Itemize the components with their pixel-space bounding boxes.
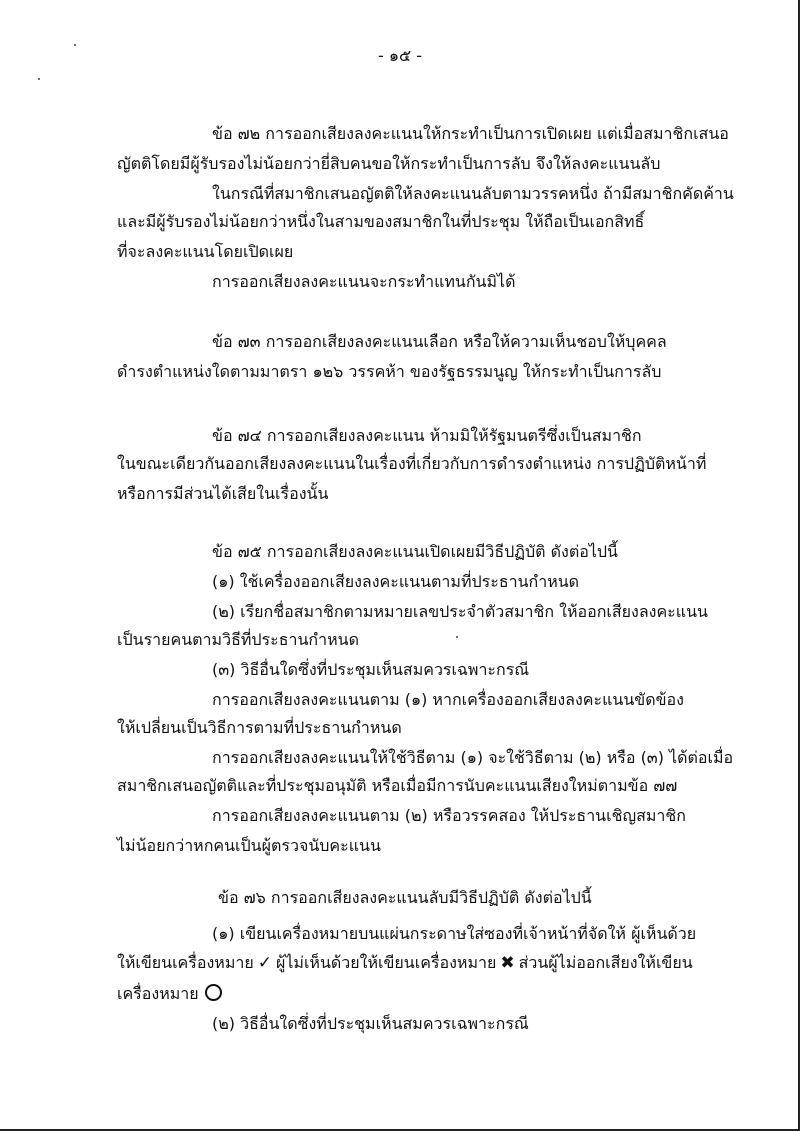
s76-line-3b: ผู้ไม่เห็นด้วยให้เขียนเครื่องหมาย	[275, 953, 497, 972]
s75-line-6: การออกเสียงลงคะแนนตาม (๑) หากเครื่องออกเสียงลงคะแนนขัดข้อง	[212, 690, 684, 709]
s76-line-2: (๑) เขียนเครื่องหมายบนแผ่นกระดาษใส่ซองที่เจ้าหน้าที่จัดให้ ผู้เห็นด้วย	[212, 924, 697, 943]
s72-line-3: ในกรณีที่สมาชิกเสนอญัตติให้ลงคะแนนลับตามวรรคหนึ่ง ถ้ามีสมาชิกคัดค้าน	[212, 184, 734, 203]
s75-line-9: สมาชิกเสนอญัตติและที่ประชุมอนุมัติ หรือเมื่อมีการนับคะแนนเสียงใหม่ตามข้อ ๗๗	[117, 776, 678, 795]
s75-line-3: (๒) เรียกชื่อสมาชิกตามหมายเลขประจำตัวสมาชิก ให้ออกเสียงลงคะแนน	[212, 602, 708, 621]
s76-line-4-text: เครื่องหมาย	[117, 984, 199, 1003]
s75-line-1: ข้อ ๗๕ การออกเสียงลงคะแนนเปิดเผยมีวิธีปฏิบัติ ดังต่อไปนี้	[212, 542, 618, 561]
scan-speck	[74, 44, 76, 46]
page-number: - ๑๕ -	[378, 46, 422, 65]
check-mark-icon: ✓	[257, 953, 272, 973]
s74-line-2: ในขณะเดียวกันออกเสียงลงคะแนนในเรื่องที่เกี่ยวกับการดำรงตำแหน่ง การปฏิบัติหน้าที่	[117, 454, 707, 473]
scan-speck	[456, 636, 458, 638]
s76-line-5: (๒) วิธีอื่นใดซึ่งที่ประชุมเห็นสมควรเฉพาะกรณี	[212, 1014, 529, 1033]
s75-line-10: การออกเสียงลงคะแนนตาม (๒) หรือวรรคสอง ให้ประธานเชิญสมาชิก	[212, 806, 686, 825]
s74-line-1: ข้อ ๗๔ การออกเสียงลงคะแนน ห้ามมิให้รัฐมนตรีซึ่งเป็นสมาชิก	[212, 426, 642, 445]
cross-mark-icon: ✖	[500, 953, 515, 973]
s76-line-4	[117, 983, 222, 1005]
s76-line-3c: ส่วนผู้ไม่ออกเสียงให้เขียน	[518, 953, 693, 972]
s76-line-3	[117, 952, 693, 974]
circle-mark-icon	[205, 984, 222, 1001]
s72-line-5: ที่จะลงคะแนนโดยเปิดเผย	[117, 242, 294, 261]
s75-line-8: การออกเสียงลงคะแนนให้ใช้วิธีตาม (๑) จะใช้วิธีตาม (๒) หรือ (๓) ได้ต่อเมื่อ	[212, 748, 734, 767]
s75-line-2: (๑) ใช้เครื่องออกเสียงลงคะแนนตามที่ประธานกำหนด	[212, 572, 580, 591]
s75-line-11: ไม่น้อยกว่าหกคนเป็นผู้ตรวจนับคะแนน	[117, 836, 381, 855]
s72-line-2: ญัตติโดยมีผู้รับรองไม่น้อยกว่ายี่สิบคนขอให้กระทำเป็นการลับ จึงให้ลงคะแนนลับ	[117, 154, 661, 173]
s72-line-1: ข้อ ๗๒ การออกเสียงลงคะแนนให้กระทำเป็นการเปิดเผย แต่เมื่อสมาชิกเสนอ	[212, 124, 729, 143]
s76-line-1: ข้อ ๗๖ การออกเสียงลงคะแนนลับมีวิธีปฏิบัติ ดังต่อไปนี้	[218, 888, 592, 907]
s75-line-4: เป็นรายคนตามวิธีที่ประธานกำหนด	[117, 630, 359, 649]
s73-line-1: ข้อ ๗๓ การออกเสียงลงคะแนนเลือก หรือให้ความเห็นชอบให้บุคคล	[212, 332, 667, 351]
s73-line-2: ดำรงตำแหน่งใดตามมาตรา ๑๒๖ วรรคห้า ของรัฐธรรมนูญ ให้กระทำเป็นการลับ	[117, 362, 662, 381]
s72-line-6: การออกเสียงลงคะแนนจะกระทำแทนกันมิได้	[212, 272, 516, 291]
s75-line-5: (๓) วิธีอื่นใดซึ่งที่ประชุมเห็นสมควรเฉพาะกรณี	[212, 660, 530, 679]
s72-line-4: และมีผู้รับรองไม่น้อยกว่าหนึ่งในสามของสมาชิกในที่ประชุม ให้ถือเป็นเอกสิทธิ์	[117, 212, 645, 231]
s75-line-7: ให้เปลี่ยนเป็นวิธีการตามที่ประธานกำหนด	[117, 718, 402, 737]
scan-speck	[38, 78, 40, 80]
s74-line-3: หรือการมีส่วนได้เสียในเรื่องนั้น	[117, 484, 329, 503]
s76-line-3a: ให้เขียนเครื่องหมาย	[117, 953, 254, 972]
